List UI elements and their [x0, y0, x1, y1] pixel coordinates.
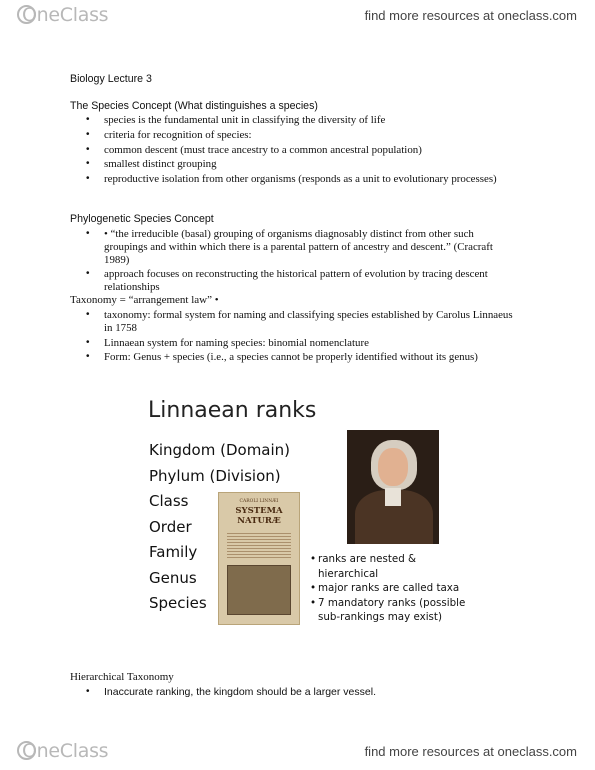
rank-item: Phylum (Division) — [149, 466, 281, 485]
logo-text: OneClass — [22, 740, 109, 762]
rank-item: Kingdom (Domain) — [149, 441, 291, 459]
list-item: • reproductive isolation from other organisms (responds as a unit to evolutionary processes) — [70, 173, 510, 186]
slide-title: Linnaean ranks — [148, 398, 317, 423]
footer-tagline-link[interactable]: find more resources at oneclass.com — [364, 744, 577, 759]
book-engraving — [227, 565, 291, 615]
rank-item: Family — [149, 543, 198, 561]
list-item: • common descent (must trace ancestry to a common ancestral population) — [70, 144, 510, 157]
linnaeus-portrait-image — [347, 430, 439, 544]
slide-note: • 7 mandatory ranks (possible sub-rankings may exist) — [310, 596, 470, 625]
phylo-list — [70, 228, 516, 296]
list-item: • Linnaean system for naming species: binomial nomenclature — [70, 337, 516, 350]
oneclass-logo[interactable] — [17, 4, 108, 26]
phylo-heading: Phylogenetic Species Concept — [70, 213, 214, 225]
slide-note: • major ranks are called taxa — [310, 581, 470, 596]
book-text-lines — [227, 531, 291, 559]
list-item: • taxonomy: formal system for naming and classifying species established by Carolus Linnaeus in 1758 — [70, 309, 516, 335]
list-item: • Form: Genus + species (i.e., a species cannot be properly identified without its genus) — [70, 351, 516, 364]
book-title: SYSTEMA NATURÆ — [235, 506, 283, 526]
linnaean-ranks-slide — [142, 390, 472, 635]
hier-list — [70, 686, 516, 701]
list-item: • approach focuses on reconstructing the historical pattern of evolution by tracing descent relationships — [70, 268, 516, 294]
species-heading: The Species Concept (What distinguishes a species) — [70, 100, 318, 112]
species-list — [70, 114, 510, 188]
doc-title: Biology Lecture 3 — [70, 73, 152, 85]
slide-notes — [310, 552, 470, 625]
logo-text: OneClass — [22, 4, 109, 26]
rank-item: Genus — [149, 568, 197, 587]
portrait-face — [378, 448, 408, 486]
taxonomy-heading: Taxonomy = “arrangement law” • — [70, 294, 219, 306]
header-tagline-link[interactable]: find more resources at oneclass.com — [364, 8, 577, 23]
slide-note: • ranks are nested & hierarchical — [310, 552, 470, 581]
list-item: • smallest distinct grouping — [70, 158, 510, 171]
rank-item: Order — [149, 517, 192, 536]
list-item: • Inaccurate ranking, the kingdom should be a larger vessel. — [70, 686, 516, 699]
list-item: • species is the fundamental unit in classifying the diversity of life — [70, 114, 510, 127]
book-author: CAROLI LINNÆI — [239, 499, 279, 504]
oneclass-footer-logo[interactable] — [17, 740, 108, 762]
list-item: • • “the irreducible (basal) grouping of organisms diagnosably distinct from other such groupings and within which there is a parental pattern of ancestry and descent.” (Cracraft 1989) — [70, 228, 516, 266]
list-item: • criteria for recognition of species: — [70, 129, 510, 142]
systema-naturae-book-image — [218, 492, 300, 625]
rank-item: Species — [149, 594, 207, 612]
rank-item: Class — [149, 492, 189, 510]
portrait-collar — [385, 488, 401, 506]
hier-heading: Hierarchical Taxonomy — [70, 671, 174, 683]
taxonomy-list — [70, 309, 516, 366]
